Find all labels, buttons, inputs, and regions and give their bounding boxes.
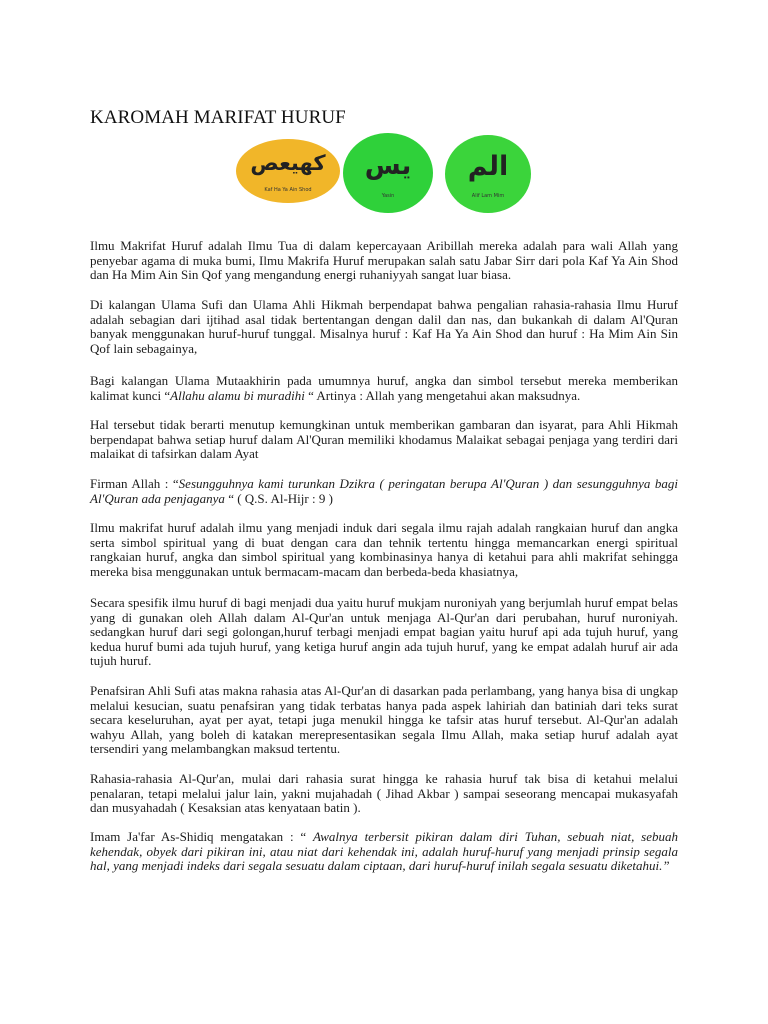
- paragraph-huruf-spesifik: Secara spesifik ilmu huruf di bagi menjadi dua yaitu huruf mukjam nuroniyah yang berjumlah huruf empat belas yang di gunakan oleh Allah dalam Al-Qur'an untuk menjaga Al-Qur'an dari perubahan, huruf nuroniyah. sedangkan huruf dari segi golongan,huruf terbagi menjadi empat bagian yaitu huruf api ada tujuh huruf, yang kedua huruf bumi ada tujuh huruf, yang ketiga huruf angin ada tujuh huruf, yang ke empat adalah huruf air ada tujuh huruf.: [90, 595, 678, 669]
- badge-arabic-text: يس: [364, 151, 412, 181]
- paragraph-khodam: Hal tersebut tidak berarti menutup kemungkinan untuk memberikan gambaran dan isyarat, para Ahli Hikmah berpendapat bahwa setiap huruf dalam Al'Quran memiliki khodamus Malaikat sebagai penjaga yang terdiri dari malaikat di tafsirkan dalam Ayat: [90, 417, 678, 462]
- paragraph-intro: Ilmu Makrifat Huruf adalah Ilmu Tua di dalam kepercayaan Aribillah mereka adalah para wali Allah yang penyebar agama di muka bumi, Ilmu Makrifa Huruf merupakan salah satu Jabar Sirr dari pola Kaf Ya Ain Shod dan Ha Mim Ain Sin Qof yang mengandung energi ruhaniyyah sangat luar biasa.: [90, 238, 678, 283]
- paragraph-mutaakhirin: [90, 374, 678, 403]
- paragraph-text: “ ( Q.S. Al-Hijr : 9 ): [224, 490, 333, 506]
- paragraph-text: Imam Ja'far As-Shidiq mengatakan : “: [90, 829, 313, 844]
- arabic-letter-badges: [236, 133, 536, 215]
- document-title: KAROMAH MARIFAT HURUF: [90, 107, 346, 128]
- badge-caption: Yasin: [381, 193, 395, 199]
- paragraph-rahasia: Rahasia-rahasia Al-Qur'an, mulai dari rahasia surat hingga ke rahasia huruf tak bisa di ketahui melalui penalaran, tetapi melalui jalur lain, yakni mujahadah ( Jihad Akbar ) sampai seseorang mencapai mukasyafah dan musyahadah ( Kesaksian atas kenyataan batin ).: [90, 771, 678, 816]
- badge-arabic-text: كهيعص: [250, 151, 326, 175]
- paragraph-firman-allah: [90, 477, 678, 506]
- paragraph-ilmu-rajah: Ilmu makrifat huruf adalah ilmu yang menjadi induk dari segala ilmu rajah adalah rangkaian huruf dan angka serta simbol spiritual yang di buat dengan cara dan tehnik tertentu hingga memancarkan energi spiritual rangkaian huruf, angka dan simbol spiritual yang kombinasinya hanya di ketahui para ahli makrifat sehingga mereka bisa menggunakan untuk bermacam-macam dan berbeda-beda khasiatnya,: [90, 520, 678, 579]
- badge-arabic-text: الم: [467, 151, 509, 182]
- quote-text: Sesungguhnya kami turunkan Dzikra ( peringatan berupa Al'Quran ) dan sesungguhnya bagi Al'Quran ada penjaganya: [90, 476, 678, 506]
- paragraph-imam-jafar: [90, 830, 678, 874]
- badge-caption: Kaf Ha Ya Ain Shod: [264, 187, 312, 193]
- paragraph-text: “ Artinya : Allah yang mengetahui akan maksudnya.: [304, 387, 581, 403]
- quote-text: Awalnya terbersit pikiran dalam diri Tuhan, sebuah niat, sebuah kehendak, obyek dari pikiran ini, atau niat dari kehendak ini, adalah huruf-huruf yang menjadi prinsip segala hal, yang menjadi indeks dari segala sesuatu dalam ciptaan, dari huruf-huruf inilah segala sesuatu diketahui.”: [90, 829, 679, 874]
- badge-caption: Alif Lam Mim: [471, 193, 505, 199]
- paragraph-penafsiran: Penafsiran Ahli Sufi atas makna rahasia atas Al-Qur'an di dasarkan pada perlambang, yang hanya bisa di ungkap melalui kesucian, suatu penafsiran yang tidak terbatas hanya pada aspek lahiriah dan batiniah dari teks surat secara keseluruhan, ayat per ayat, tetapi juga menukil hingga ke tafsir atas huruf tersebut. Al-Qur'an adalah wahyu Allah, yang boleh di katakan merepresentasikan segala Ilmu Allah, maka setiap huruf adalah ayat tersendiri yang melambangkan maksud tertentu.: [90, 683, 678, 757]
- paragraph-text: Firman Allah : “: [90, 476, 179, 491]
- paragraph-ulama-sufi: Di kalangan Ulama Sufi dan Ulama Ahli Hikmah berpendapat bahwa pengalian rahasia-rahasia Ilmu Huruf adalah sebagian dari ijtihad asal tidak bertentangan dengan dalil dan nas, dan bukankah di dalam Al'Quran banyak menggunakan huruf-huruf tunggal. Misalnya huruf : Kaf Ha Ya Ain Shod dan huruf : Ha Mim Ain Sin Qof lain sebagainya,: [90, 297, 678, 356]
- badge-yasin: [343, 133, 433, 213]
- paragraph-text: Bagi kalangan Ulama Mutaakhirin pada umumnya huruf, angka dan simbol tersebut mereka memberikan kalimat kunci “: [90, 373, 678, 403]
- badge-kaf-ha-ya-ain-shod: [236, 139, 340, 203]
- quote-text: Allahu alamu bi muradihi: [170, 387, 305, 403]
- badge-alif-lam-mim: [445, 135, 531, 213]
